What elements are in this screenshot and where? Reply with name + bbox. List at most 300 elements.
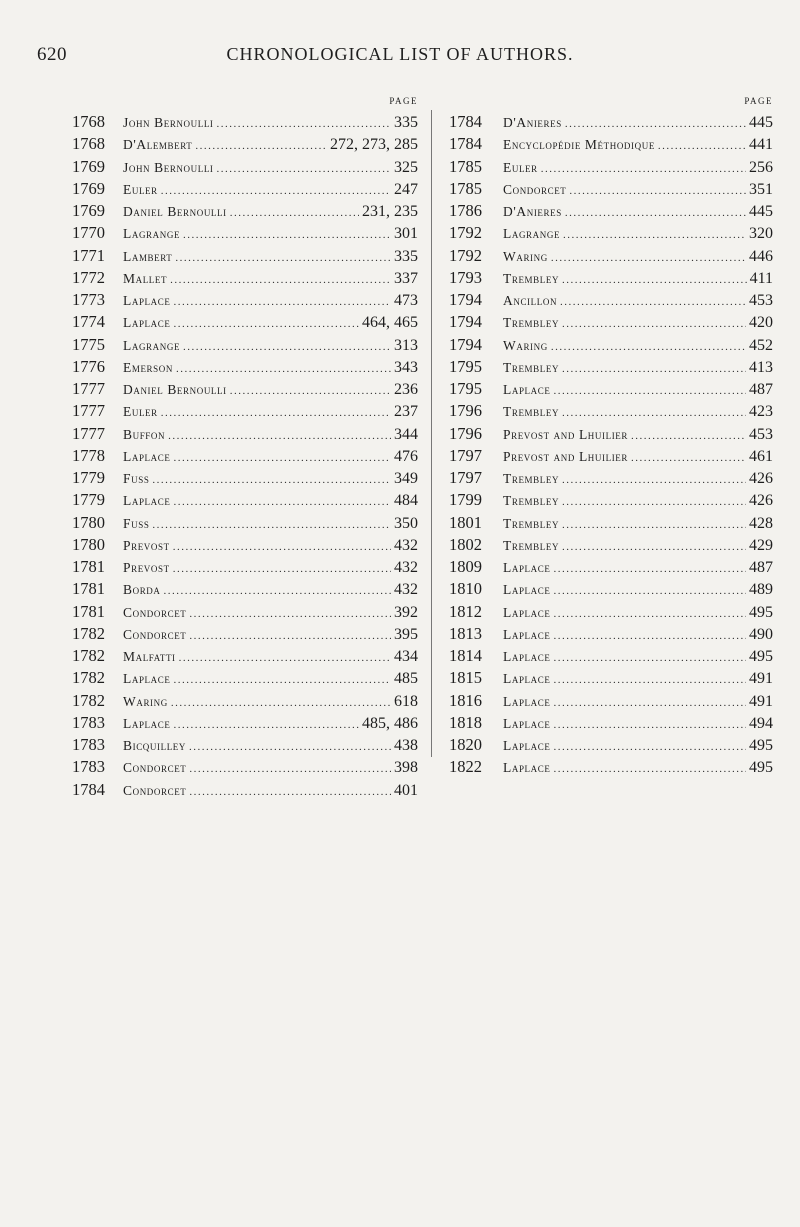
list-item — [449, 557, 773, 579]
list-item — [449, 490, 773, 512]
entry-author: Euler — [123, 181, 158, 197]
dot-leader — [173, 496, 391, 508]
dot-leader — [189, 608, 391, 620]
dot-leader — [658, 140, 746, 152]
entry-pages: 351 — [749, 180, 773, 198]
dot-leader — [176, 363, 391, 375]
entry-pages: 490 — [749, 625, 773, 643]
entry-pages: 426 — [749, 470, 773, 487]
entry-pages: 445 — [749, 114, 773, 131]
entry-author: Laplace — [123, 293, 171, 308]
entry-year: 1769 — [72, 156, 105, 176]
dot-leader — [171, 697, 391, 709]
entry-author: Laplace — [123, 493, 171, 509]
dot-leader — [562, 541, 746, 553]
dot-leader — [189, 786, 391, 798]
list-item — [72, 757, 418, 779]
dot-leader — [569, 185, 746, 197]
entry-author: Lagrange — [503, 226, 561, 242]
list-item — [449, 157, 773, 179]
entry-year: 1777 — [72, 379, 105, 398]
entry-year: 1783 — [72, 735, 105, 754]
dot-leader — [562, 519, 746, 531]
entry-pages: 413 — [749, 358, 773, 376]
list-item — [72, 312, 418, 334]
entry-pages: 237 — [394, 403, 418, 421]
entry-pages: 487 — [749, 559, 773, 576]
list-item — [449, 468, 773, 490]
dot-leader — [551, 252, 746, 264]
dot-leader — [152, 474, 391, 486]
entry-year: 1802 — [449, 534, 482, 554]
entry-pages: 313 — [394, 336, 418, 354]
entry-pages: 432 — [394, 536, 418, 554]
dot-leader — [553, 652, 746, 664]
dot-leader — [173, 563, 391, 575]
entry-author: Bicquilley — [123, 738, 186, 753]
entry-year: 1785 — [449, 156, 482, 176]
dot-leader — [553, 763, 746, 775]
list-item — [72, 112, 418, 134]
entry-pages: 495 — [749, 737, 773, 754]
list-item — [449, 312, 773, 334]
entry-year: 1797 — [449, 445, 482, 465]
entry-pages: 426 — [749, 492, 773, 510]
entry-year: 1794 — [449, 334, 482, 354]
entry-year: 1820 — [449, 735, 482, 754]
list-item — [72, 468, 418, 490]
list-item — [72, 356, 418, 379]
entry-year: 1785 — [449, 178, 482, 198]
entry-year: 1774 — [72, 312, 105, 332]
entry-pages: 423 — [749, 403, 773, 421]
dot-leader — [173, 296, 391, 308]
list-item — [449, 268, 773, 290]
entry-author: Lagrange — [123, 337, 181, 353]
entry-pages: 392 — [394, 603, 418, 621]
entry-pages: 349 — [394, 470, 418, 487]
dot-leader — [183, 229, 391, 241]
list-item — [449, 735, 773, 757]
dot-leader — [170, 274, 391, 286]
entry-author: Laplace — [503, 560, 551, 575]
entry-pages: 231, 235 — [362, 203, 418, 220]
list-item — [72, 779, 418, 802]
entry-year: 1782 — [72, 623, 105, 643]
list-item — [72, 601, 418, 624]
list-item — [72, 245, 418, 268]
entry-pages: 411 — [749, 269, 773, 287]
entry-year: 1780 — [72, 534, 105, 554]
list-item — [449, 624, 773, 646]
dot-leader — [173, 318, 359, 330]
entry-year: 1801 — [449, 512, 482, 532]
dot-leader — [553, 630, 746, 642]
entry-year: 1769 — [72, 201, 105, 220]
entry-author: Trembley — [503, 315, 560, 331]
entry-author: Laplace — [503, 604, 551, 620]
page-column-label: PAGE — [389, 96, 418, 106]
entry-year: 1782 — [72, 646, 105, 665]
entry-pages: 256 — [749, 158, 773, 176]
entry-author: Laplace — [503, 582, 551, 598]
entry-year: 1795 — [449, 356, 482, 376]
entry-pages: 325 — [394, 158, 418, 176]
dot-leader — [173, 541, 391, 553]
dot-leader — [565, 207, 746, 219]
entry-year: 1780 — [72, 512, 105, 532]
entry-author: Laplace — [123, 671, 171, 687]
entry-pages: 618 — [394, 692, 418, 710]
list-item — [449, 112, 773, 134]
entry-pages: 485, 486 — [362, 714, 418, 732]
right-column — [449, 96, 773, 780]
entry-author: Mallet — [123, 270, 168, 286]
list-item — [449, 201, 773, 223]
list-item — [72, 646, 418, 668]
entry-author: Emerson — [123, 359, 173, 375]
entry-author: Trembley — [503, 537, 560, 553]
entry-year: 1782 — [72, 690, 105, 710]
list-item — [72, 201, 418, 223]
list-item — [72, 735, 418, 757]
entry-pages: 337 — [394, 269, 418, 287]
list-item — [449, 401, 773, 423]
dot-leader — [631, 430, 746, 442]
dot-leader — [553, 608, 746, 620]
entry-author: Laplace — [503, 715, 551, 731]
list-item — [449, 579, 773, 601]
entry-pages: 272, 273, 285 — [330, 136, 418, 154]
entry-pages: 247 — [394, 180, 418, 198]
entry-pages: 491 — [749, 692, 773, 710]
entry-author: Condorcet — [123, 604, 187, 620]
entry-pages: 350 — [394, 514, 418, 532]
entry-year: 1822 — [449, 757, 482, 777]
entry-pages: 491 — [749, 670, 773, 688]
entry-pages: 343 — [394, 358, 418, 376]
entry-author: Prevost — [123, 537, 170, 553]
entry-author: Daniel Bernoulli — [123, 382, 227, 397]
entry-pages: 495 — [749, 648, 773, 665]
entry-year: 1768 — [72, 134, 105, 154]
entry-author: Waring — [123, 693, 168, 709]
entry-author: Condorcet — [123, 760, 187, 776]
entry-author: Malfatti — [123, 649, 176, 664]
entry-year: 1792 — [449, 223, 482, 243]
entry-pages: 432 — [394, 559, 418, 576]
entry-pages: 489 — [749, 581, 773, 599]
entry-author: Laplace — [503, 760, 551, 776]
entry-author: Fuss — [123, 515, 150, 531]
entry-pages: 236 — [394, 381, 418, 398]
entry-author: Borda — [123, 582, 161, 598]
list-item — [72, 579, 418, 601]
dot-leader — [560, 296, 746, 308]
list-item — [449, 246, 773, 268]
entry-author: Laplace — [123, 315, 171, 331]
dot-leader — [217, 163, 391, 175]
entry-year: 1815 — [449, 668, 482, 688]
entry-year: 1783 — [72, 712, 105, 732]
list-item — [72, 267, 418, 290]
running-title: CHRONOLOGICAL LIST OF AUTHORS. — [226, 44, 574, 64]
dot-leader — [195, 140, 327, 152]
entry-pages: 461 — [749, 447, 773, 465]
entry-pages: 495 — [749, 603, 773, 621]
entry-year: 1781 — [72, 601, 105, 621]
list-item — [72, 401, 418, 423]
entry-pages: 420 — [749, 314, 773, 332]
entry-author: Prevost and Lhuilier — [503, 426, 628, 442]
dot-leader — [553, 697, 746, 709]
entry-author: John Bernoulli — [123, 159, 214, 175]
entry-year: 1813 — [449, 623, 482, 643]
entry-author: Laplace — [503, 382, 551, 397]
list-item — [449, 668, 773, 690]
entry-year: 1778 — [72, 445, 105, 465]
entry-pages: 484 — [394, 492, 418, 510]
entry-author: Laplace — [503, 649, 551, 664]
entry-author: John Bernoulli — [123, 115, 214, 130]
dot-leader — [173, 452, 391, 464]
entry-year: 1769 — [72, 178, 105, 198]
entry-pages: 401 — [394, 781, 418, 799]
list-item — [449, 223, 773, 245]
dot-leader — [553, 674, 746, 686]
dot-leader — [553, 585, 746, 597]
entry-year: 1794 — [449, 312, 482, 332]
entry-pages: 320 — [749, 225, 773, 243]
list-item — [72, 379, 418, 401]
entry-pages: 434 — [394, 648, 418, 665]
entry-year: 1810 — [449, 579, 482, 599]
list-item — [449, 424, 773, 446]
entry-author: Trembley — [503, 359, 560, 375]
entry-author: Daniel Bernoulli — [123, 204, 227, 219]
list-item — [449, 646, 773, 668]
entry-pages: 453 — [749, 425, 773, 443]
dot-leader — [152, 519, 391, 531]
dot-leader — [541, 163, 746, 175]
dot-leader — [161, 407, 391, 419]
entry-pages: 432 — [394, 581, 418, 599]
entry-author: Fuss — [123, 471, 150, 486]
entry-year: 1768 — [72, 112, 105, 131]
entry-year: 1777 — [72, 401, 105, 421]
entry-year: 1775 — [72, 334, 105, 354]
entry-year: 1796 — [449, 401, 482, 421]
entry-pages: 398 — [394, 759, 418, 777]
list-item — [72, 668, 418, 690]
entry-pages: 344 — [394, 425, 418, 443]
dot-leader — [189, 741, 391, 753]
dot-leader — [562, 318, 746, 330]
dot-leader — [189, 763, 391, 775]
list-item — [72, 534, 418, 557]
dot-leader — [164, 585, 391, 597]
entry-pages: 395 — [394, 625, 418, 643]
entry-author: Condorcet — [503, 181, 567, 197]
entry-year: 1812 — [449, 601, 482, 621]
entry-pages: 473 — [394, 292, 418, 309]
dot-leader — [562, 363, 746, 375]
list-item — [72, 557, 418, 579]
entry-year: 1796 — [449, 423, 482, 443]
entry-pages: 476 — [394, 447, 418, 465]
entry-pages: 335 — [394, 247, 418, 265]
entry-year: 1773 — [72, 290, 105, 309]
list-item — [72, 334, 418, 357]
entry-year: 1797 — [449, 468, 482, 487]
dot-leader — [553, 563, 746, 575]
entry-author: Laplace — [503, 671, 551, 687]
list-item — [449, 290, 773, 312]
entry-year: 1772 — [72, 267, 105, 287]
entry-author: Prevost and Lhuilier — [503, 448, 628, 464]
entry-author: Laplace — [503, 693, 551, 709]
entry-pages: 301 — [394, 225, 418, 243]
entry-year: 1786 — [449, 201, 482, 220]
list-item — [72, 178, 418, 201]
entry-year: 1809 — [449, 557, 482, 576]
entry-year: 1781 — [72, 579, 105, 599]
entry-author: Buffon — [123, 426, 166, 442]
dot-leader — [551, 341, 746, 353]
entry-author: Trembley — [503, 493, 560, 509]
entry-pages: 485 — [394, 670, 418, 688]
entry-pages: 464, 465 — [362, 314, 418, 332]
list-item — [449, 757, 773, 779]
dot-leader — [553, 719, 746, 731]
entry-author: Lagrange — [123, 226, 181, 242]
list-item — [72, 512, 418, 535]
list-item — [449, 446, 773, 468]
entry-year: 1795 — [449, 379, 482, 398]
entry-author: Condorcet — [123, 626, 187, 642]
entry-author: Trembley — [503, 270, 560, 286]
entry-pages: 441 — [749, 136, 773, 154]
entry-year: 1792 — [449, 245, 482, 265]
list-item — [449, 335, 773, 357]
list-item — [449, 691, 773, 713]
entry-author: Lambert — [123, 248, 173, 264]
entry-year: 1771 — [72, 245, 105, 265]
entry-year: 1793 — [449, 267, 482, 287]
entry-year: 1794 — [449, 290, 482, 309]
list-item — [72, 712, 418, 735]
entry-author: Encyclopédie Méthodique — [503, 137, 655, 153]
entry-author: D'Anieres — [503, 115, 562, 130]
list-item — [449, 134, 773, 156]
entry-pages: 335 — [394, 114, 418, 131]
entry-author: D'Alembert — [123, 137, 193, 153]
entry-author: Euler — [123, 404, 158, 420]
entry-author: Laplace — [503, 738, 551, 753]
list-item — [72, 134, 418, 156]
dot-leader — [173, 719, 359, 731]
list-item — [449, 179, 773, 201]
entry-author: Laplace — [503, 626, 551, 642]
list-item — [72, 423, 418, 446]
column-divider — [431, 110, 432, 757]
dot-leader — [553, 741, 746, 753]
entry-author: Laplace — [123, 448, 171, 464]
entry-pages: 438 — [394, 737, 418, 754]
entry-year: 1816 — [449, 690, 482, 710]
entry-year: 1770 — [72, 223, 105, 243]
dot-leader — [562, 474, 746, 486]
entry-pages: 487 — [749, 381, 773, 398]
entry-year: 1777 — [72, 423, 105, 443]
entry-pages: 446 — [749, 247, 773, 265]
entry-author: Prevost — [123, 560, 170, 575]
dot-leader — [563, 229, 746, 241]
entry-author: D'Anieres — [503, 204, 562, 219]
dot-leader — [230, 207, 359, 219]
entry-pages: 452 — [749, 336, 773, 354]
dot-leader — [631, 452, 746, 464]
dot-leader — [565, 118, 746, 130]
dot-leader — [179, 652, 391, 664]
list-item — [449, 513, 773, 535]
entry-year: 1814 — [449, 646, 482, 665]
list-item — [449, 713, 773, 735]
entry-list — [72, 112, 418, 802]
entry-pages: 428 — [749, 514, 773, 532]
entry-author: Waring — [503, 337, 548, 353]
list-item — [72, 445, 418, 468]
entry-pages: 494 — [749, 714, 773, 732]
entry-author: Laplace — [123, 715, 171, 731]
dot-leader — [230, 385, 391, 397]
list-item — [72, 223, 418, 245]
entry-list — [449, 112, 773, 780]
entry-author: Trembley — [503, 471, 560, 486]
dot-leader — [562, 274, 747, 286]
entry-author: Euler — [503, 159, 538, 175]
dot-leader — [161, 185, 391, 197]
list-item — [449, 379, 773, 401]
entry-author: Trembley — [503, 404, 560, 420]
entry-author: Trembley — [503, 515, 560, 531]
list-item — [72, 490, 418, 512]
list-item — [449, 357, 773, 379]
dot-leader — [562, 407, 746, 419]
entry-pages: 445 — [749, 203, 773, 220]
entry-year: 1784 — [449, 112, 482, 131]
dot-leader — [173, 674, 391, 686]
entry-year: 1818 — [449, 712, 482, 732]
left-column — [72, 96, 418, 802]
entry-author: Condorcet — [123, 782, 187, 798]
entry-author: Waring — [503, 248, 548, 264]
entry-year: 1781 — [72, 557, 105, 576]
dot-leader — [168, 430, 391, 442]
entry-pages: 453 — [749, 292, 773, 309]
dot-leader — [189, 630, 391, 642]
entry-year: 1779 — [72, 468, 105, 487]
dot-leader — [553, 385, 746, 397]
dot-leader — [183, 341, 391, 353]
list-item — [72, 156, 418, 179]
entry-pages: 429 — [749, 536, 773, 554]
list-item — [72, 290, 418, 312]
entry-pages: 495 — [749, 759, 773, 777]
entry-year: 1779 — [72, 490, 105, 510]
dot-leader — [175, 252, 391, 264]
entry-year: 1782 — [72, 668, 105, 688]
